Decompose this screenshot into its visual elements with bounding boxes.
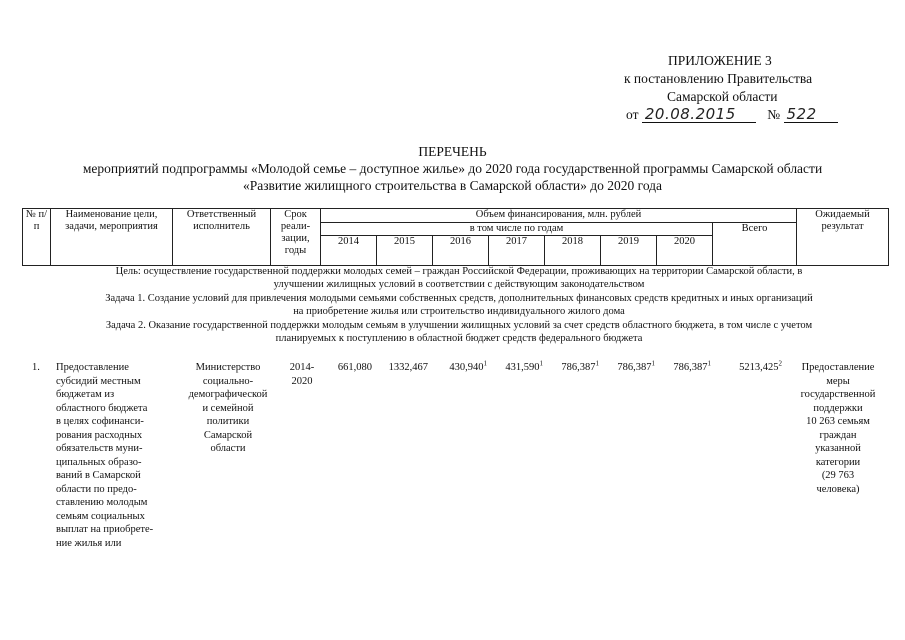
col-term-header: Срок реали- зации, годы [271,209,321,266]
row1-executor: Министерство социально- демографической и семейной политики Самарской области [188,362,268,454]
row1-term: 2014- 2020 [289,362,315,387]
handwritten-number: 522 [784,107,838,123]
task2-text: Задача 2. Оказание государственной поддержки молодым семьям в улучшении жилищных условий за счет средств областного бюджета, в том числе с учетом планируемых к поступлению в областной бюджет средств федерального бюджета [105,320,813,344]
region-label: Самарской области [667,89,778,104]
appendix-label: ПРИЛОЖЕНИЕ 3 [668,53,772,68]
row1-number: 1. [32,362,40,373]
task1-text: Задача 1. Создание условий для привлечения молодыми семьями собственных средств, дополнительных финансовых средств кредитных и иных организаций на приобретение жилья или строительство индивидуального жилого дома [105,293,813,317]
document-subtitle-line1: мероприятий подпрограммы «Молодой семье – доступное жилье» до 2020 года государственной программы Самарской области [82,161,823,176]
goal-text: Цель: осуществление государственной поддержки молодых семей – граждан Российской Федерации, проживающих на территории Самарской области, в улучшении жилищных условий в соответствии с действующим законодательством [115,266,803,290]
col-total-header: Всего [713,223,797,266]
measures-table-header [22,208,889,266]
col-executor-header: Ответственный исполнитель [173,209,271,266]
row1-name: Предоставление субсидий местным бюджетам из областного бюджета в целях софинанси- рования расходных обязательств муни- ципальных образо- ваний в Самарской области по предо- ставлению молодым семьям социальных выплат на приобрете- ние жилья или [56,362,154,549]
col-name-header: Наименование цели, задачи, мероприятия [51,209,173,266]
row1-value-2020: 786,387$^1$ [673,359,711,373]
row1-value-2016: 430,940$^1$ [449,359,487,373]
handwritten-date: 20.08.2015 [642,107,756,123]
year-2017-header: 2017 [489,236,545,266]
resolution-label: к постановлению Правительства [624,71,813,86]
col-num-header: № п/п [23,209,51,266]
row1-total: 5213,425$^2$ [739,359,782,373]
row1-value-2019: 786,387$^1$ [617,359,655,373]
from-label: от [626,107,639,122]
year-2019-header: 2019 [601,236,657,266]
date-line [626,106,838,123]
document-subtitle-line2: «Развитие жилищного строительства в Самарской области» до 2020 года [242,178,663,193]
col-result-header: Ожидаемый результат [797,209,889,266]
year-2020-header: 2020 [657,236,713,266]
row1-value-2015: 1332,467 [388,362,428,373]
col-by-years-header: в том числе по годам [321,223,713,236]
document-heading: ПЕРЕЧЕНЬ [418,144,487,159]
row1-value-2017: 431,590$^1$ [505,359,543,373]
col-funding-header: Объем финансирования, млн. рублей [321,209,797,223]
year-2015-header: 2015 [377,236,433,266]
year-2018-header: 2018 [545,236,601,266]
year-2014-header: 2014 [321,236,377,266]
row1-value-2018: 786,387$^1$ [561,359,599,373]
row1-value-2014: 661,080 [337,362,372,373]
number-label: № [767,107,781,122]
row1-result: Предоставление меры государственной поддержки 10 263 семьям граждан указанной категории (29 763 человека) [800,362,876,495]
year-2016-header: 2016 [433,236,489,266]
